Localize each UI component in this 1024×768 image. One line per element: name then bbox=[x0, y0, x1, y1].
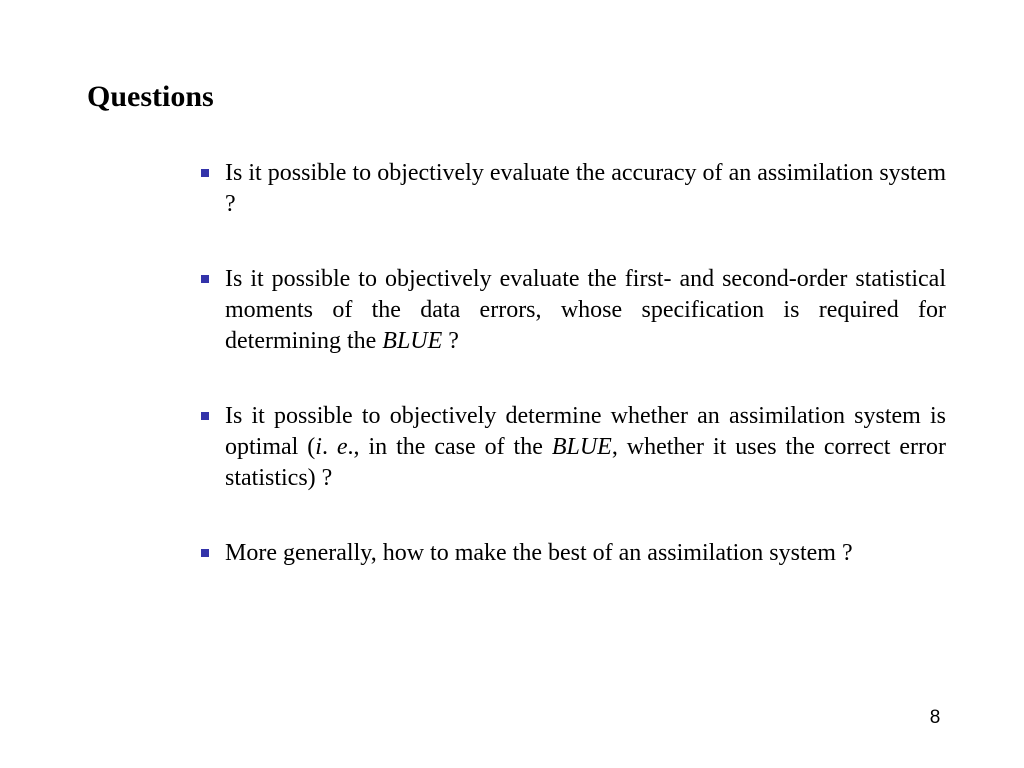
square-bullet-icon bbox=[201, 549, 209, 557]
square-bullet-icon bbox=[201, 275, 209, 283]
ie-i: i bbox=[315, 434, 322, 460]
bullet-text: More generally, how to make the best of an assimilation system ? bbox=[225, 540, 853, 566]
blue-term: BLUE bbox=[551, 434, 612, 460]
ie-dot: . bbox=[321, 434, 337, 460]
bullet-text-part-2: ., in the case of the bbox=[347, 434, 552, 460]
ie-e: e bbox=[336, 434, 348, 460]
blue-term: BLUE bbox=[382, 328, 443, 354]
bullet-item-2 bbox=[198, 264, 946, 357]
slide-title: Questions bbox=[87, 80, 214, 113]
bullet-text-start: Is it possible to objectively evaluate the first- and second-order statistical moments of the data errors, whose specification is required for determining the bbox=[225, 266, 946, 354]
bullet-text: Is it possible to objectively evaluate the accuracy of an assimilation system ? bbox=[225, 160, 946, 217]
square-bullet-icon bbox=[201, 169, 209, 177]
bullet-text-part-3: , whether it uses the correct error statistics) ? bbox=[225, 434, 946, 491]
square-bullet-icon bbox=[201, 412, 209, 420]
bullet-item-1 bbox=[198, 158, 946, 220]
bullet-text-end: ? bbox=[442, 328, 459, 354]
bullet-item-3 bbox=[198, 401, 946, 494]
bullet-list bbox=[198, 158, 946, 613]
bullet-item-4 bbox=[198, 538, 946, 569]
bullet-text-part-1: Is it possible to objectively determine whether an assimilation system is optimal ( bbox=[225, 403, 946, 460]
page-number: 8 bbox=[929, 707, 941, 728]
